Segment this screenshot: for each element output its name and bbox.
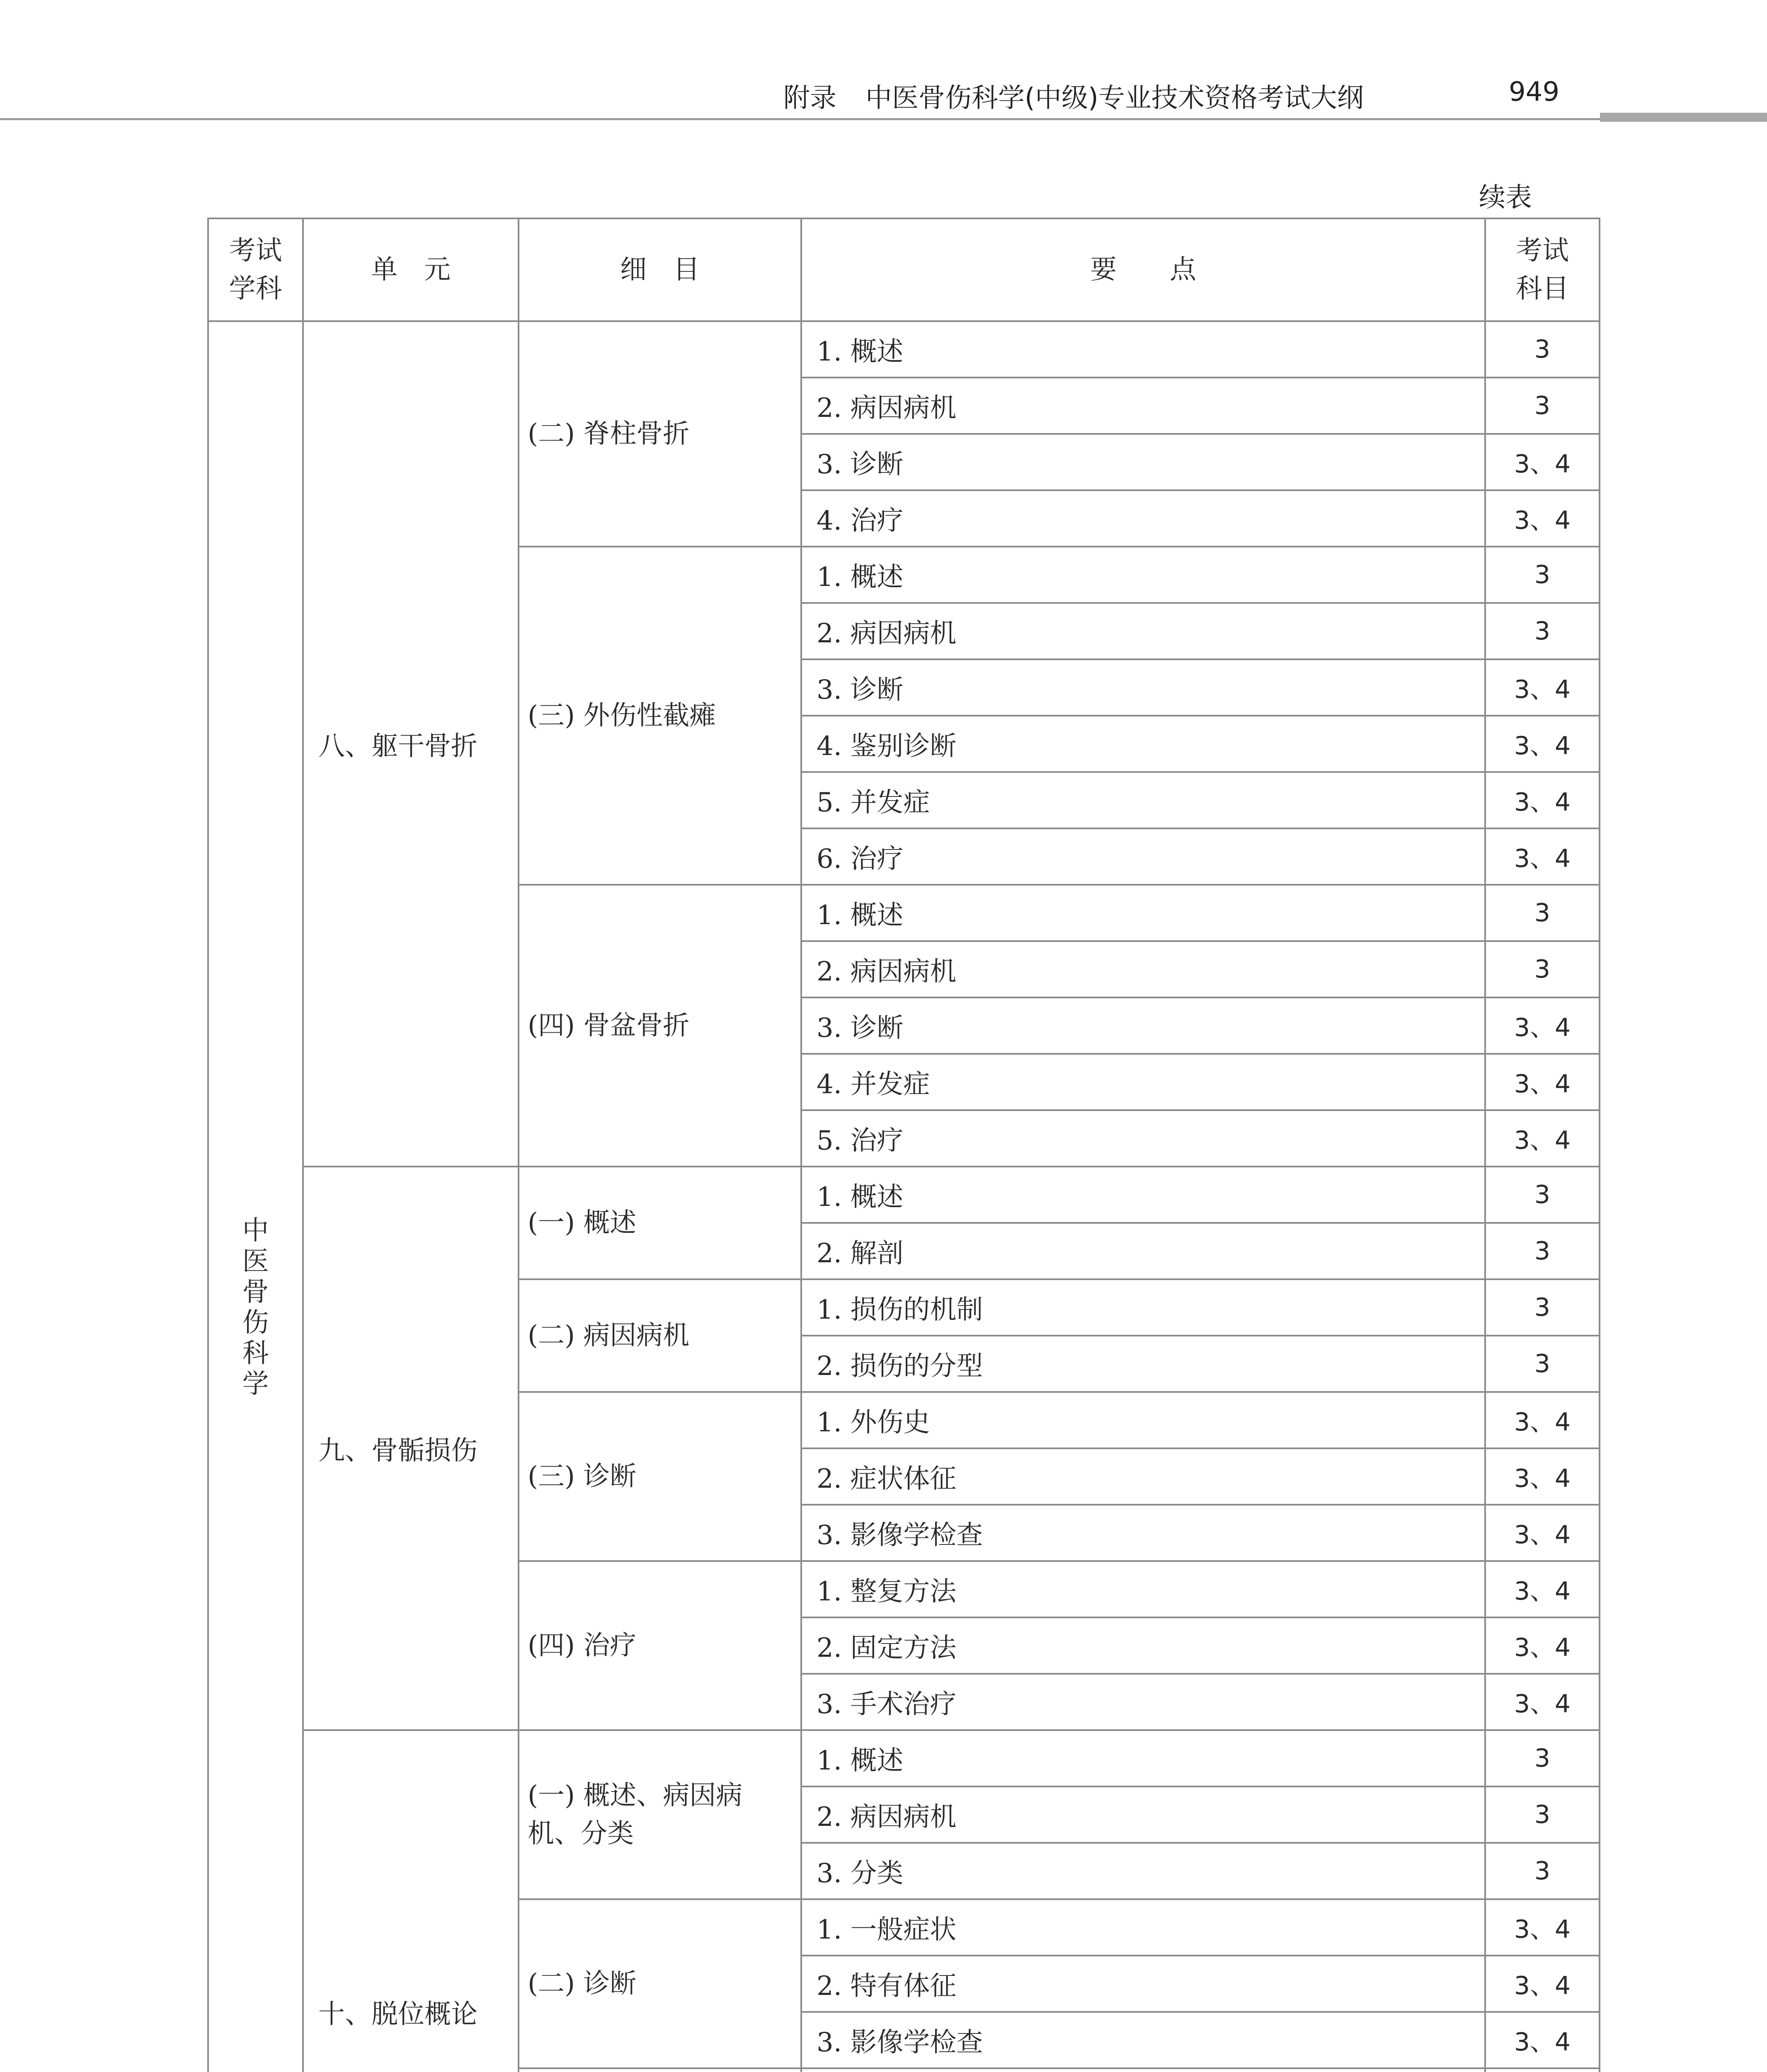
point-cell: 2. 病因病机 — [801, 1786, 1485, 1843]
exam-code-cell: 3、4 — [1485, 490, 1600, 547]
exam-code-cell: 3、4 — [1485, 772, 1600, 828]
exam-code-cell: 3 — [1485, 1167, 1600, 1223]
unit-cell: 八、躯干骨折 — [303, 321, 519, 1167]
exam-code-cell: 3、4 — [1485, 434, 1600, 490]
column-header-item: 细 目 — [519, 218, 801, 321]
point-cell: 1. 概述 — [801, 321, 1485, 378]
point-cell: 1. 一般症状 — [801, 1899, 1485, 1956]
exam-code-cell: 3 — [1485, 1843, 1600, 1899]
exam-code-cell: 3、4 — [1485, 1110, 1600, 1167]
point-cell: 6. 治疗 — [801, 828, 1485, 885]
table-header-row — [208, 218, 1600, 321]
item-cell — [519, 2068, 801, 2072]
point-cell: 3. 影像学检查 — [801, 1505, 1485, 1561]
column-header-exam-code: 考试科目 — [1485, 218, 1600, 321]
exam-code-cell: 3 — [1485, 321, 1600, 378]
point-cell: 1. 概述 — [801, 1730, 1485, 1786]
running-head-prefix: 附录 — [783, 83, 836, 114]
item-cell: (三) 诊断 — [519, 1392, 801, 1561]
point-cell: 2. 病因病机 — [801, 378, 1485, 434]
item-cell: (一) 概述、病因病机、分类 — [519, 1730, 801, 1899]
header-rule-accent — [1600, 113, 1767, 122]
point-cell: 2. 病因病机 — [801, 941, 1485, 997]
table-row — [208, 1730, 1600, 1786]
unit-cell: 九、骨骺损伤 — [303, 1167, 519, 1730]
exam-code-cell — [1485, 2068, 1600, 2072]
item-cell: (三) 外伤性截瘫 — [519, 547, 801, 885]
exam-code-cell: 3 — [1485, 1786, 1600, 1843]
exam-code-cell: 3 — [1485, 378, 1600, 434]
point-cell: 2. 损伤的分型 — [801, 1336, 1485, 1392]
point-cell: 2. 病因病机 — [801, 603, 1485, 659]
continued-label: 续表 — [1479, 182, 1532, 213]
item-cell: (二) 诊断 — [519, 1899, 801, 2068]
column-header-point: 要 点 — [801, 218, 1485, 321]
point-cell: 1. 概述 — [801, 885, 1485, 941]
exam-code-cell: 3 — [1485, 941, 1600, 997]
item-cell: (四) 治疗 — [519, 1561, 801, 1730]
column-header-unit: 单 元 — [303, 218, 519, 321]
exam-code-cell: 3、4 — [1485, 1054, 1600, 1110]
exam-code-cell: 3、4 — [1485, 828, 1600, 885]
item-cell: (二) 脊柱骨折 — [519, 321, 801, 547]
point-cell — [801, 2068, 1485, 2072]
point-cell: 3. 诊断 — [801, 659, 1485, 716]
point-cell: 4. 治疗 — [801, 490, 1485, 547]
running-head — [783, 77, 1364, 115]
table-row — [208, 1167, 1600, 1223]
point-cell: 1. 整复方法 — [801, 1561, 1485, 1617]
exam-code-cell: 3、4 — [1485, 1505, 1600, 1561]
item-cell: (二) 病因病机 — [519, 1279, 801, 1392]
exam-code-cell: 3 — [1485, 1223, 1600, 1279]
exam-code-cell: 3、4 — [1485, 716, 1600, 772]
page-number: 949 — [1509, 77, 1560, 107]
subject-cell — [208, 321, 303, 2072]
exam-code-cell: 3 — [1485, 547, 1600, 603]
point-cell: 1. 概述 — [801, 547, 1485, 603]
exam-code-cell: 3、4 — [1485, 997, 1600, 1054]
exam-code-cell: 3、4 — [1485, 2012, 1600, 2068]
exam-code-cell: 3、4 — [1485, 1448, 1600, 1505]
syllabus-table — [207, 218, 1600, 2072]
exam-code-cell: 3 — [1485, 603, 1600, 659]
point-cell: 3. 诊断 — [801, 997, 1485, 1054]
exam-code-cell: 3 — [1485, 1336, 1600, 1392]
point-cell: 2. 固定方法 — [801, 1617, 1485, 1674]
table-body — [208, 321, 1600, 2072]
item-cell: (一) 概述 — [519, 1167, 801, 1279]
column-header-subject: 考试学科 — [208, 218, 303, 321]
exam-code-cell: 3、4 — [1485, 1674, 1600, 1730]
point-cell: 1. 外伤史 — [801, 1392, 1485, 1448]
point-cell: 1. 损伤的机制 — [801, 1279, 1485, 1336]
subject-label: 中医骨伤科学 — [242, 1215, 269, 1399]
point-cell: 5. 并发症 — [801, 772, 1485, 828]
point-cell: 1. 概述 — [801, 1167, 1485, 1223]
exam-code-cell: 3、4 — [1485, 1899, 1600, 1956]
exam-code-cell: 3、4 — [1485, 659, 1600, 716]
exam-code-cell: 3 — [1485, 1730, 1600, 1786]
header-rule — [0, 118, 1600, 120]
point-cell: 4. 鉴别诊断 — [801, 716, 1485, 772]
exam-code-cell: 3、4 — [1485, 1617, 1600, 1674]
point-cell: 2. 解剖 — [801, 1223, 1485, 1279]
point-cell: 4. 并发症 — [801, 1054, 1485, 1110]
exam-code-cell: 3、4 — [1485, 1956, 1600, 2012]
unit-cell: 十、脱位概论 — [303, 1730, 519, 2072]
point-cell: 3. 诊断 — [801, 434, 1485, 490]
point-cell: 3. 影像学检查 — [801, 2012, 1485, 2068]
exam-code-cell: 3、4 — [1485, 1392, 1600, 1448]
exam-code-cell: 3、4 — [1485, 1561, 1600, 1617]
running-head-title: 中医骨伤科学(中级)专业技术资格考试大纲 — [865, 83, 1364, 114]
exam-code-cell: 3 — [1485, 1279, 1600, 1336]
item-cell: (四) 骨盆骨折 — [519, 885, 801, 1167]
exam-code-cell: 3 — [1485, 885, 1600, 941]
point-cell: 2. 特有体征 — [801, 1956, 1485, 2012]
table-row — [208, 321, 1600, 378]
point-cell: 5. 治疗 — [801, 1110, 1485, 1167]
point-cell: 3. 分类 — [801, 1843, 1485, 1899]
point-cell: 3. 手术治疗 — [801, 1674, 1485, 1730]
point-cell: 2. 症状体征 — [801, 1448, 1485, 1505]
